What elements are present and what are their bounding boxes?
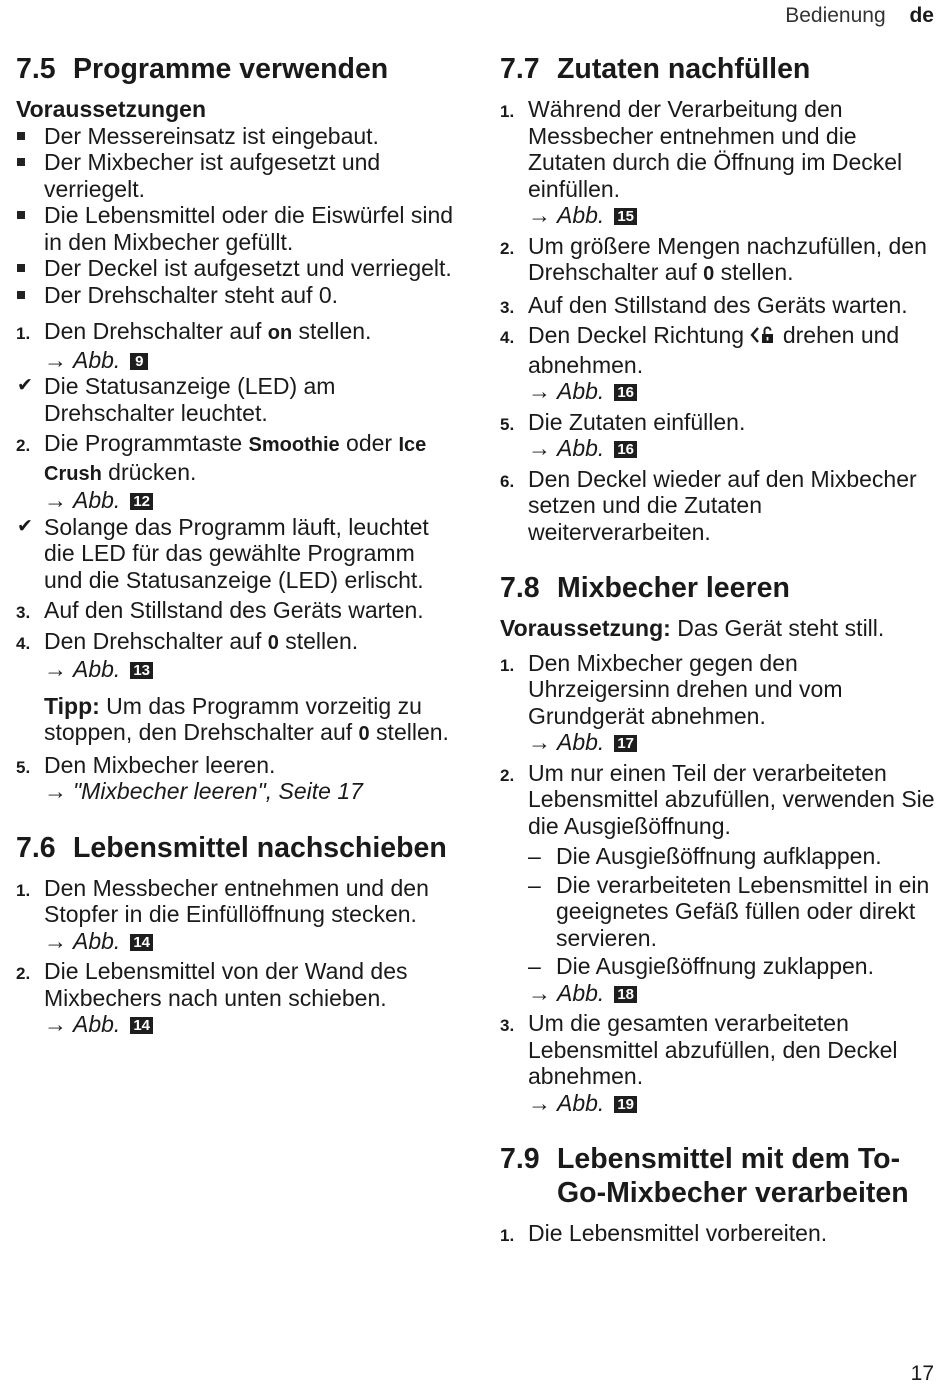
arrow-right-icon: → <box>528 435 551 461</box>
step-text: stellen. <box>292 318 372 344</box>
ref-text: Abb. <box>73 346 121 373</box>
left-column <box>16 52 456 1064</box>
step <box>500 233 940 288</box>
step-number: 2. <box>500 238 515 258</box>
step-number: 1. <box>16 324 31 343</box>
ref-text: Abb. <box>73 1011 121 1037</box>
step <box>16 628 456 657</box>
step-text: Die Zutaten einfüllen. <box>528 408 746 435</box>
figure-badge: 19 <box>614 1096 637 1113</box>
prerequisite <box>500 615 940 642</box>
prerequisites-list <box>16 123 456 309</box>
step <box>500 96 940 202</box>
heading-number: 7.9 <box>500 1143 540 1175</box>
ref-text: Abb. <box>73 656 121 682</box>
result <box>16 514 456 594</box>
step-number: 2. <box>16 964 31 983</box>
section-7-9 <box>500 1142 940 1247</box>
step <box>16 875 456 928</box>
figure-reference <box>500 1090 940 1117</box>
step-number: 3. <box>500 297 515 317</box>
figure-badge: 14 <box>130 934 153 951</box>
section-heading <box>500 571 940 605</box>
section-7-7 <box>500 52 940 545</box>
figure-reference <box>16 656 456 683</box>
figure-reference <box>500 378 940 405</box>
arrow-right-icon: → <box>44 346 67 373</box>
tip-text: Um das Programm vorzeitig zu stoppen, den Drehschalter auf <box>44 692 422 745</box>
heading-number: 7.5 <box>16 53 56 85</box>
step <box>500 292 940 319</box>
step-text: Den Deckel wieder auf den Mixbecher setzen und die Zutaten weiterverarbeiten. <box>528 465 917 545</box>
list-item: Der Deckel ist aufgesetzt und verriegelt. <box>16 255 456 282</box>
step-text: drehen und abnehmen. <box>528 322 900 378</box>
ref-text: Abb. <box>557 1089 605 1116</box>
figure-reference <box>500 729 940 756</box>
list-item: Der Mixbecher ist aufgesetzt und verriegelt. <box>16 149 456 202</box>
step-text: Auf den Stillstand des Geräts warten. <box>528 291 908 318</box>
step-number: 1. <box>500 655 515 675</box>
arrow-right-icon: → <box>528 979 551 1006</box>
step-text: Den Mixbecher gegen den Uhrzeigersinn drehen und vom Grundgerät abnehmen. <box>528 649 843 729</box>
section-heading <box>500 52 940 86</box>
section-heading <box>500 1142 940 1210</box>
step-text: Während der Verarbeitung den Messbecher entnehmen und die Zutaten durch die Öffnung im Deckel einfüllen. <box>528 96 903 202</box>
step-number: 3. <box>16 603 31 622</box>
key-label: Smoothie <box>248 434 340 456</box>
figure-badge: 9 <box>130 353 148 370</box>
step-number: 4. <box>16 633 31 653</box>
figure-badge: 15 <box>614 208 637 225</box>
section-7-8 <box>500 571 940 1116</box>
sub-step-text: Die verarbeiteten Lebensmittel in ein geeignetes Gefäß füllen oder direkt servieren. <box>556 871 930 951</box>
sub-step <box>500 872 940 952</box>
ref-text: "Mixbecher leeren", Seite 17 <box>73 778 363 804</box>
figure-badge: 13 <box>130 662 153 679</box>
heading-title: Zutaten nachfüllen <box>557 53 811 85</box>
step <box>500 466 940 546</box>
step-number: 5. <box>16 757 31 777</box>
sub-step <box>500 953 940 980</box>
step <box>16 430 456 487</box>
arrow-right-icon: → <box>528 202 551 228</box>
step-text: oder <box>339 430 399 456</box>
prerequisites-title: Voraussetzungen <box>16 96 206 122</box>
figure-badge: 18 <box>614 986 637 1003</box>
step-text: Um größere Mengen nachzufüllen, den Drehschalter auf <box>528 232 927 285</box>
step <box>16 752 456 779</box>
section-7-5 <box>16 52 456 805</box>
figure-badge: 12 <box>130 493 153 510</box>
arrow-right-icon: → <box>44 487 67 513</box>
figure-reference <box>500 980 940 1007</box>
step-number: 6. <box>500 471 515 491</box>
cross-reference-link[interactable] <box>16 778 456 805</box>
heading-title: Lebensmittel nachschieben <box>73 831 447 864</box>
arrow-right-icon: → <box>44 778 67 804</box>
ref-text: Abb. <box>557 435 605 461</box>
step-text: Um die gesamten verarbeiteten Lebensmittel abzufüllen, den Deckel abnehmen. <box>528 1010 898 1089</box>
figure-badge: 14 <box>130 1017 153 1034</box>
result <box>16 373 456 426</box>
key-label: 0 <box>267 631 279 654</box>
ref-text: Abb. <box>557 202 605 228</box>
step-number: 5. <box>500 414 515 434</box>
result-text: Die Statusanzeige (LED) am Drehschalter leuchtet. <box>44 373 336 426</box>
step-number: 1. <box>16 880 31 900</box>
figure-reference <box>16 487 456 514</box>
sub-step-text: Die Ausgießöffnung zuklappen. <box>556 953 874 979</box>
step-number: 4. <box>500 328 515 347</box>
list-item: Der Messereinsatz ist eingebaut. <box>16 123 456 150</box>
page-header <box>785 4 934 28</box>
tip-label: Tipp: <box>44 692 100 719</box>
step-text: Die Lebensmittel von der Wand des Mixbechers nach unten schieben. <box>44 958 408 1011</box>
list-item: Der Drehschalter steht auf 0. <box>16 282 456 309</box>
header-section: Bedienung <box>785 4 886 27</box>
dash-marker: – <box>528 953 541 979</box>
ref-text: Abb. <box>557 729 605 755</box>
figure-reference <box>500 202 940 229</box>
figure-reference <box>16 347 456 374</box>
ref-text: Abb. <box>557 378 605 404</box>
tip <box>16 693 456 748</box>
step <box>16 597 456 624</box>
key-label: Ice Crush <box>44 434 427 485</box>
key-label: 0 <box>703 263 715 285</box>
step-text: stellen. <box>714 259 794 285</box>
step <box>500 409 940 436</box>
step-text: Die Lebensmittel vorbereiten. <box>528 1220 828 1246</box>
heading-number: 7.7 <box>500 53 540 85</box>
key-label: on <box>267 322 293 344</box>
key-label: 0 <box>358 723 370 745</box>
right-column <box>500 52 940 1273</box>
section-heading <box>16 52 456 86</box>
heading-title: Lebensmittel mit dem To-Go-Mixbecher verarbeiten <box>557 1143 909 1209</box>
step-number: 2. <box>16 436 31 455</box>
ref-text: Abb. <box>73 487 121 513</box>
arrow-right-icon: → <box>528 378 551 404</box>
step <box>500 760 940 840</box>
heading-title: Mixbecher leeren <box>557 572 790 604</box>
dash-marker: – <box>528 843 541 869</box>
arrow-right-icon: → <box>528 729 551 755</box>
sub-step-text: Die Ausgießöffnung aufklappen. <box>556 843 882 869</box>
ref-text: Abb. <box>73 927 121 954</box>
ref-text: Abb. <box>557 979 605 1006</box>
section-7-6 <box>16 831 456 1038</box>
step-number: 2. <box>500 765 515 785</box>
sub-step <box>500 843 940 870</box>
step-text: drücken. <box>101 458 197 485</box>
header-language: de <box>909 4 934 27</box>
step <box>16 958 456 1011</box>
step-text: Den Messbecher entnehmen und den Stopfer in die Einfüllöffnung stecken. <box>44 874 429 927</box>
page-number: 17 <box>910 1362 934 1385</box>
step-text: stellen. <box>278 627 359 654</box>
arrow-right-icon: → <box>528 1089 551 1116</box>
step-text: Den Deckel Richtung <box>528 322 751 348</box>
step-text: Die Programmtaste <box>44 430 249 456</box>
figure-badge: 16 <box>614 441 637 458</box>
result-text: Solange das Programm läuft, leuchtet die LED für das gewählte Programm und die Statusanzeige (LED) erlischt. <box>44 513 429 593</box>
step-text: Den Mixbecher leeren. <box>44 751 276 778</box>
check-icon: ✔ <box>17 375 33 396</box>
figure-reference <box>16 928 456 955</box>
arrow-right-icon: → <box>44 1011 67 1037</box>
tip-text: stellen. <box>369 719 449 745</box>
list-item: Die Lebensmittel oder die Eiswürfel sind in den Mixbecher gefüllt. <box>16 202 456 255</box>
step <box>500 650 940 730</box>
step-text: Den Drehschalter auf <box>44 318 268 344</box>
step <box>500 1220 940 1247</box>
step-number: 1. <box>500 102 515 121</box>
heading-title: Programme verwenden <box>73 53 389 85</box>
unlock-rotate-icon <box>750 324 776 352</box>
figure-reference <box>500 435 940 462</box>
arrow-right-icon: → <box>44 927 67 954</box>
step-text: Auf den Stillstand des Geräts warten. <box>44 597 424 623</box>
figure-badge: 17 <box>614 735 637 752</box>
heading-number: 7.6 <box>16 831 56 864</box>
step-number: 3. <box>500 1016 515 1035</box>
prerequisite-label: Voraussetzung: <box>500 615 671 641</box>
step-text: Um nur einen Teil der verarbeiteten Lebensmittel abzufüllen, verwenden Sie die Ausgießöffnung. <box>528 759 935 839</box>
prerequisite-text: Das Gerät steht still. <box>670 615 885 641</box>
figure-reference <box>16 1011 456 1038</box>
section-heading <box>16 831 456 865</box>
heading-number: 7.8 <box>500 572 540 604</box>
dash-marker: – <box>528 871 541 898</box>
step <box>500 322 940 378</box>
figure-badge: 16 <box>614 384 637 401</box>
check-icon: ✔ <box>17 515 33 537</box>
step-text: Den Drehschalter auf <box>44 627 268 654</box>
step-number: 1. <box>500 1226 515 1245</box>
step <box>500 1010 940 1090</box>
arrow-right-icon: → <box>44 656 67 682</box>
step <box>16 318 456 347</box>
